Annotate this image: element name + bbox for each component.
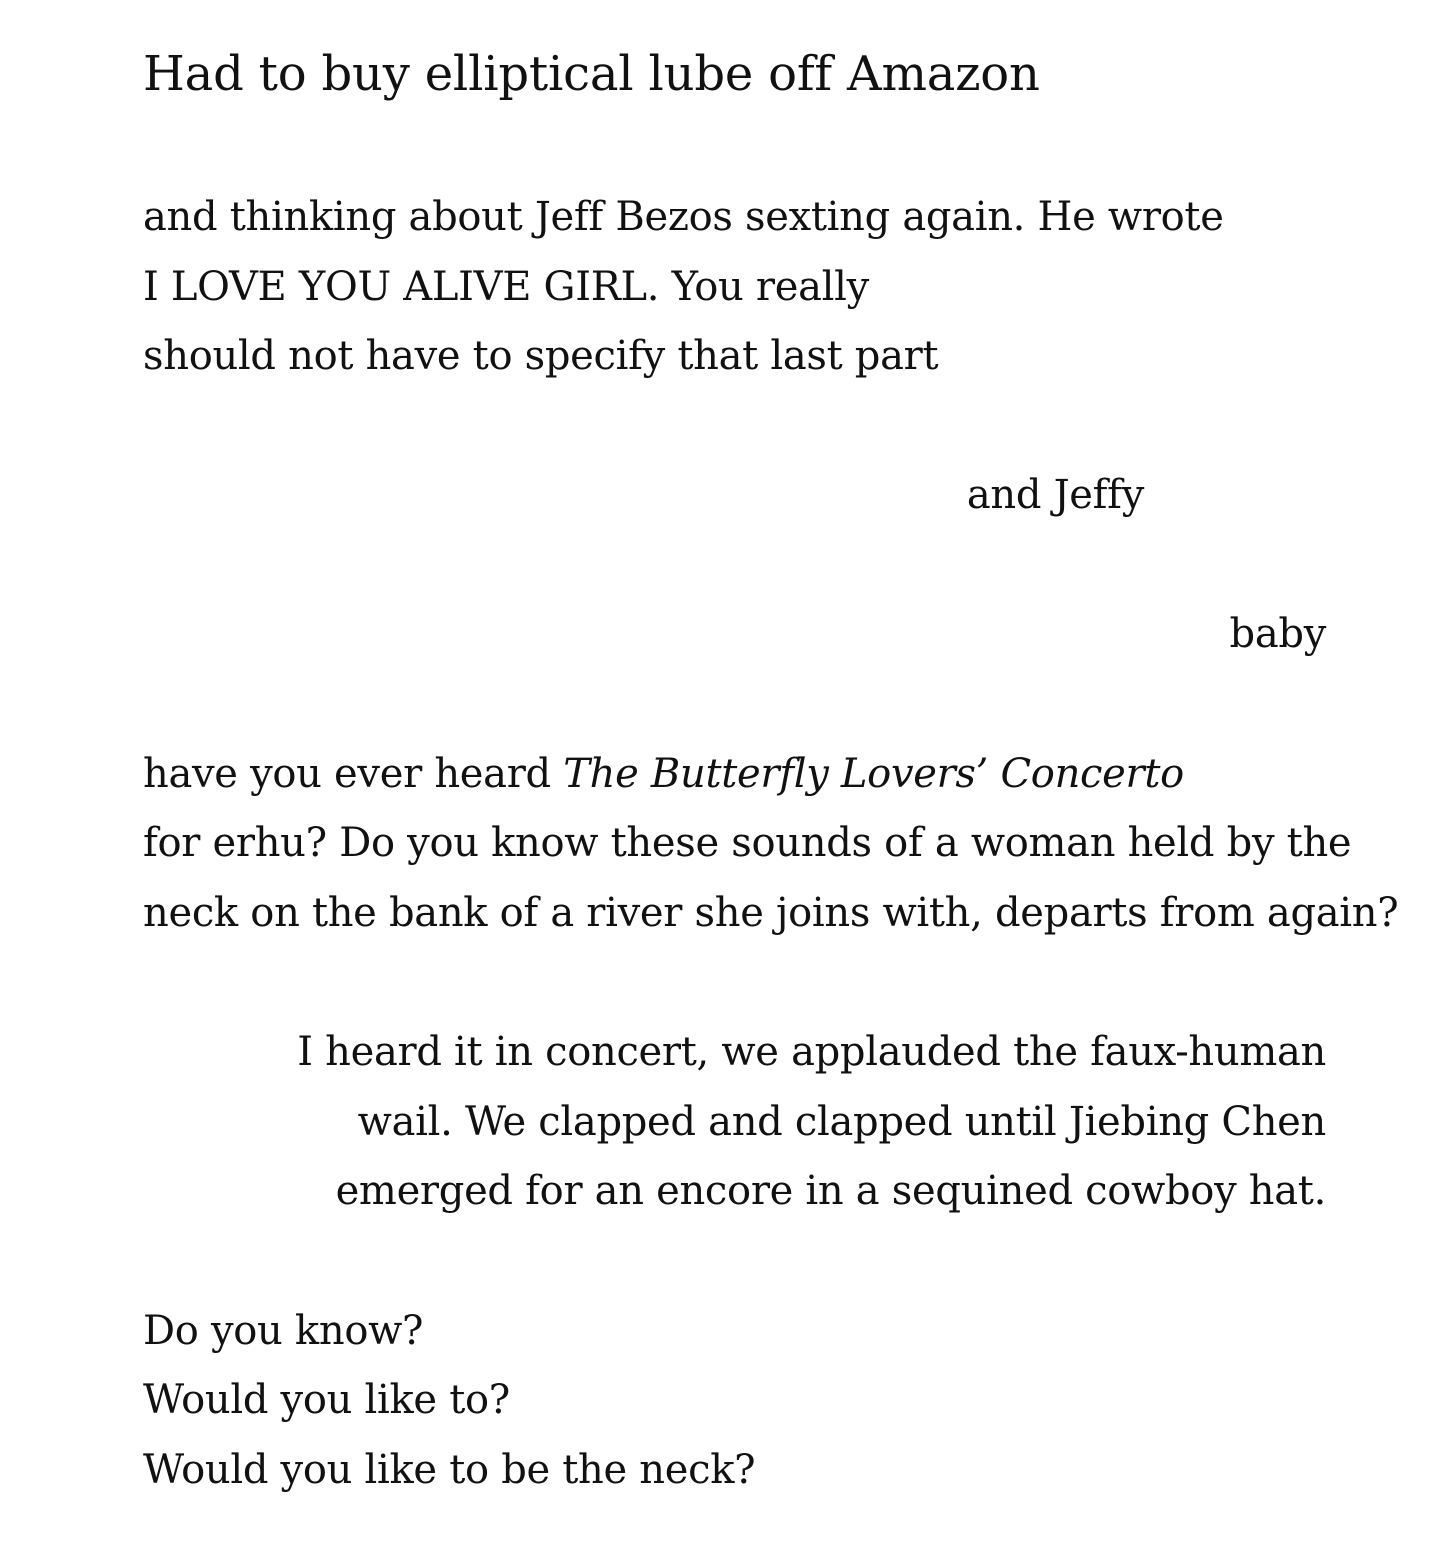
stanza4-line3: Would you like to be the neck? (143, 1447, 756, 1493)
stanza4-line1: Do you know? (143, 1308, 424, 1354)
stanza3-line1: I heard it in concert, we applauded the faux-human (297, 1029, 1326, 1075)
jeffy-line: and Jeffy (966, 472, 1144, 518)
stanza1-line3: should not have to specify that last part (143, 333, 939, 379)
poem-title: Had to buy elliptical lube off Amazon (143, 46, 1040, 102)
stanza3-line3: emerged for an encore in a sequined cowboy hat. (335, 1168, 1326, 1214)
stanza1-line1: and thinking about Jeff Bezos sexting again. He wrote (143, 194, 1224, 240)
stanza3-line2: wail. We clapped and clapped until Jiebing Chen (357, 1099, 1326, 1145)
stanza1-line2: I LOVE YOU ALIVE GIRL. You really (143, 264, 869, 310)
stanza2-line3: neck on the bank of a river she joins with, departs from again? (143, 890, 1399, 936)
stanza2-line2: for erhu? Do you know these sounds of a woman held by the (143, 820, 1352, 866)
stanza4-line2: Would you like to? (143, 1377, 510, 1423)
stanza2-line1-text: have you ever heard (143, 751, 564, 797)
baby-line: baby (1229, 611, 1326, 657)
concerto-title: The Butterfly Lovers’ Concerto (563, 751, 1184, 797)
stanza2-line1 (143, 749, 1184, 799)
